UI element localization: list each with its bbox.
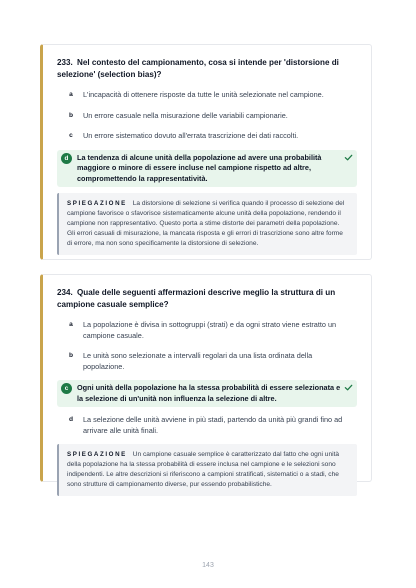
option-letter-badge: c <box>61 383 72 394</box>
question-number: 233. <box>57 58 73 67</box>
explanation-text: Un campione casuale semplice è caratterizzato dal fatto che ogni unità della popolazione ha la stessa probabilità di essere inclusa nel campione e le selezioni sono indipendenti. Le altre descrizioni si riferiscono a campioni stratificati, sistematici o a stadi, che sono strutture di campionamento diverse, pur essendo probabilistiche. <box>67 451 340 488</box>
option-b[interactable] <box>57 109 357 124</box>
option-a[interactable] <box>57 318 357 343</box>
explanation-label: SPIEGAZIONE <box>67 200 127 207</box>
check-icon <box>344 153 353 162</box>
option-text: Un errore sistematico dovuto all'errata trascrizione dei dati raccolti. <box>83 131 299 140</box>
question-text: Quale delle seguenti affermazioni descrive meglio la struttura di un campione casuale semplice? <box>57 288 336 309</box>
option-a[interactable] <box>57 88 357 103</box>
question-card-234 <box>40 274 372 488</box>
page-number: 143 <box>202 562 214 569</box>
option-letter: d <box>68 416 74 423</box>
explanation-box <box>57 444 357 496</box>
option-c-correct[interactable] <box>57 380 357 407</box>
option-d[interactable] <box>57 413 357 438</box>
option-text: La selezione delle unità avviene in più stadi, partendo da unità più grandi fino ad arrivare alle unità finali. <box>83 415 343 435</box>
question-number: 234. <box>57 288 73 297</box>
check-icon <box>344 383 353 392</box>
option-text: Le unità sono selezionate a intervalli regolari da una lista ordinata della popolazione. <box>83 351 313 371</box>
option-text: La popolazione è divisa in sottogruppi (strati) e da ogni strato viene estratto un campione casuale. <box>83 320 337 340</box>
option-text: La tendenza di alcune unità della popolazione ad avere una probabilità maggiore o minore di essere incluse nel campione rispetto ad altre, compromettendo la rappresentatività. <box>77 152 322 183</box>
question-text: Nel contesto del campionamento, cosa si intende per 'distorsione di selezione' (selection bias)? <box>57 58 339 79</box>
explanation-box <box>57 193 357 255</box>
question-card-233 <box>40 44 372 260</box>
option-letter-badge: d <box>61 153 72 164</box>
option-letter: c <box>69 132 73 139</box>
question-title <box>57 287 357 310</box>
option-b[interactable] <box>57 349 357 374</box>
option-d-correct[interactable] <box>57 150 357 188</box>
option-c[interactable] <box>57 129 357 144</box>
explanation-text: La distorsione di selezione si verifica quando il processo di selezione del campione favorisce o sfavorisce sistematicamente alcune unità della popolazione, rendendo il campione non rappresentativo. Questo porta a stime distorte dei parametri della popolazione. Gli errori casuali di misurazione, la mancata risposta e gli errori di trascrizione sono altre forme di errore, ma non sono specificamente la distorsione di selezione. <box>67 200 345 247</box>
option-letter: b <box>68 352 74 359</box>
question-title <box>57 57 357 80</box>
option-text: L'incapacità di ottenere risposte da tutte le unità selezionate nel campione. <box>83 90 324 99</box>
option-letter: b <box>68 111 74 119</box>
option-letter: a <box>69 321 73 328</box>
option-text: Un errore casuale nella misurazione delle variabili campionarie. <box>83 110 288 120</box>
explanation-label: SPIEGAZIONE <box>67 451 127 458</box>
option-letter: a <box>69 91 73 98</box>
option-text: Ogni unità della popolazione ha la stessa probabilità di essere selezionata e la selezione di un'unità non influenza la selezione di altre. <box>77 383 341 403</box>
